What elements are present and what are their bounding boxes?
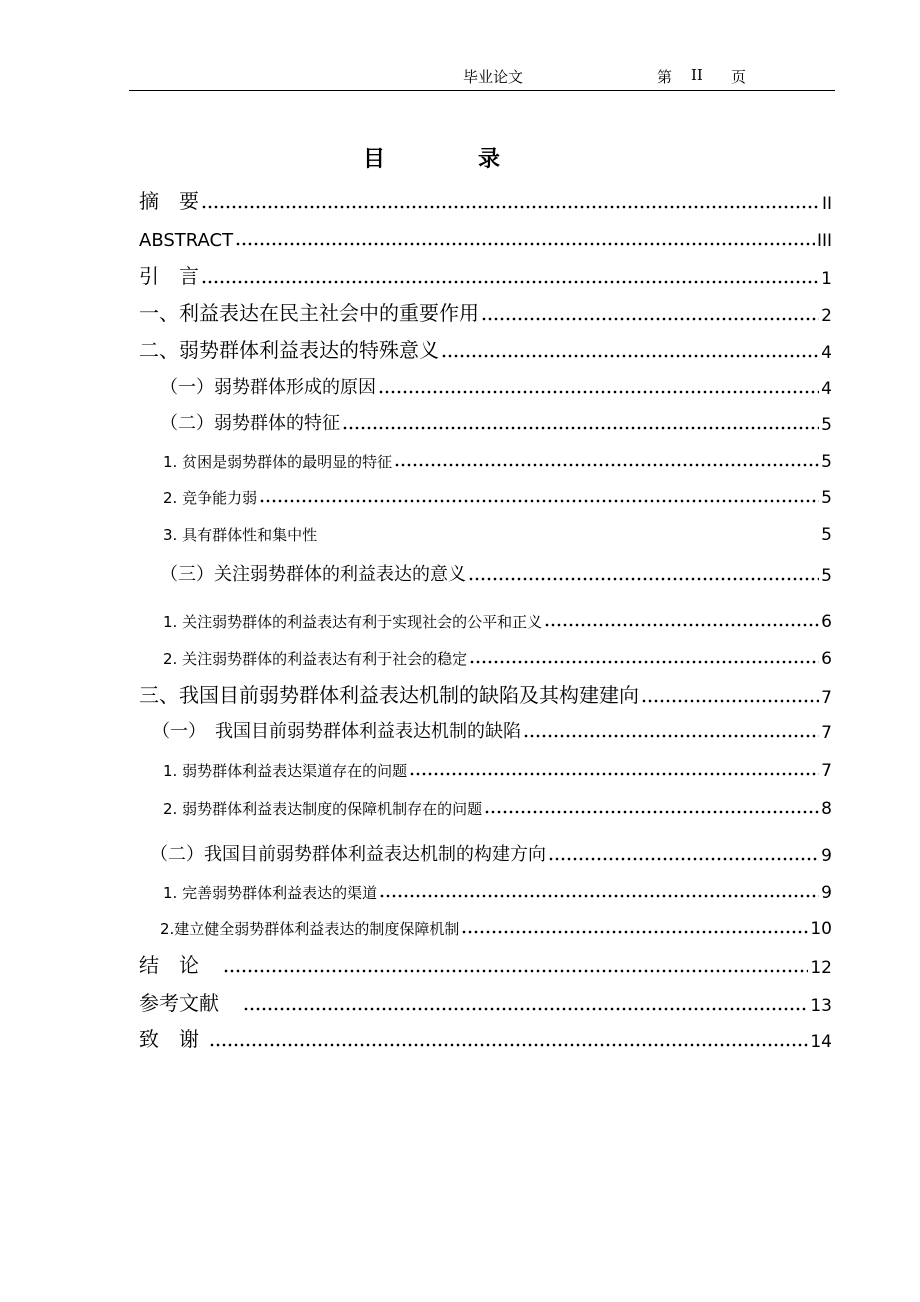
toc-entry-label: 致 谢 bbox=[139, 1027, 199, 1051]
dot-leader bbox=[243, 1006, 808, 1012]
toc-entry-label: 3. 具有群体性和集中性 bbox=[163, 526, 318, 544]
toc-entry-page: 5 bbox=[821, 566, 832, 586]
toc-entry-label: 2. 关注弱势群体的利益表达有利于社会的稳定 bbox=[163, 650, 468, 668]
toc-entry[interactable] bbox=[160, 375, 832, 399]
toc-entry-label: （二）弱势群体的特征 bbox=[160, 413, 340, 434]
toc-entry-page: 6 bbox=[821, 612, 832, 632]
toc-title-char-1: 目 bbox=[363, 147, 386, 172]
header-page-number: II bbox=[691, 66, 703, 84]
toc-entry[interactable] bbox=[163, 524, 832, 545]
toc-entry-label: 一、利益表达在民主社会中的重要作用 bbox=[139, 301, 479, 325]
dot-leader bbox=[469, 659, 819, 665]
toc-entry-label: 1. 关注弱势群体的利益表达有利于实现社会的公平和正义 bbox=[163, 613, 543, 631]
toc-entry[interactable] bbox=[139, 682, 832, 708]
dot-leader bbox=[319, 535, 819, 541]
toc-entry-page: 5 bbox=[821, 488, 832, 508]
dot-leader bbox=[378, 389, 819, 395]
toc-entry-label: （一）弱势群体形成的原因 bbox=[160, 377, 376, 398]
toc-entry-page: 9 bbox=[821, 846, 832, 866]
toc-title bbox=[0, 142, 920, 174]
dot-leader bbox=[468, 576, 819, 582]
toc-entry-label: 2. 竞争能力弱 bbox=[163, 489, 258, 507]
toc-entry-label: 1. 弱势群体利益表达渠道存在的问题 bbox=[163, 762, 408, 780]
toc-entry[interactable] bbox=[163, 648, 832, 669]
dot-leader bbox=[223, 968, 808, 974]
toc-entry-page: II bbox=[821, 194, 832, 214]
dot-leader bbox=[379, 893, 819, 899]
toc-entry-label: 三、我国目前弱势群体利益表达机制的缺陷及其构建建向 bbox=[139, 683, 639, 707]
toc-entry[interactable] bbox=[163, 611, 832, 632]
toc-entry[interactable] bbox=[160, 562, 832, 586]
toc-entry-label: 引 言 bbox=[139, 264, 199, 288]
dot-leader bbox=[259, 498, 819, 504]
toc-entry-page: 14 bbox=[810, 1032, 832, 1052]
dot-leader bbox=[441, 353, 819, 359]
toc-entry-page: 10 bbox=[810, 919, 832, 939]
toc-entry-label: 1. 贫困是弱势群体的最明显的特征 bbox=[163, 453, 393, 471]
dot-leader bbox=[394, 462, 819, 468]
toc-entry-label: 二、弱势群体利益表达的特殊意义 bbox=[139, 338, 439, 362]
toc-entry[interactable] bbox=[139, 1026, 832, 1052]
toc-entry-page: 12 bbox=[810, 958, 832, 978]
toc-entry-label: 摘 要 bbox=[139, 189, 199, 213]
dot-leader bbox=[201, 279, 819, 285]
toc-entry[interactable] bbox=[139, 337, 832, 363]
toc-entry-page: III bbox=[816, 231, 832, 251]
toc-entry[interactable] bbox=[160, 918, 832, 939]
dot-leader bbox=[461, 929, 808, 935]
toc-entry[interactable] bbox=[163, 451, 832, 472]
toc-entry-page: 9 bbox=[821, 883, 832, 903]
dot-leader bbox=[481, 316, 819, 322]
toc-title-char-2: 录 bbox=[478, 147, 501, 172]
dot-leader bbox=[484, 809, 819, 815]
toc-entry-label: 结 论 bbox=[139, 953, 199, 977]
dot-leader bbox=[342, 425, 819, 431]
toc-entry-page: 7 bbox=[821, 723, 832, 743]
toc-entry-page: 7 bbox=[821, 688, 832, 708]
toc-entry-label: （一） 我国目前弱势群体利益表达机制的缺陷 bbox=[152, 721, 521, 742]
toc-entry[interactable] bbox=[163, 760, 832, 781]
toc-entry-page: 2 bbox=[821, 306, 832, 326]
toc-entry[interactable] bbox=[139, 227, 832, 251]
header-page-word-2: 页 bbox=[731, 68, 747, 86]
toc-entry-label: 1. 完善弱势群体利益表达的渠道 bbox=[163, 884, 378, 902]
toc-entry-label: 参考文献 bbox=[139, 991, 219, 1015]
toc-entry-page: 5 bbox=[821, 415, 832, 435]
dot-leader bbox=[201, 204, 820, 210]
toc-entry-page: 4 bbox=[821, 379, 832, 399]
header-thesis-label: 毕业论文 bbox=[463, 68, 524, 86]
toc-entry[interactable] bbox=[163, 487, 832, 508]
toc-entry[interactable] bbox=[163, 882, 832, 903]
toc-entry[interactable] bbox=[139, 188, 832, 214]
toc-entry-page: 6 bbox=[821, 649, 832, 669]
toc-entry-page: 7 bbox=[821, 761, 832, 781]
toc-entry[interactable] bbox=[160, 411, 832, 435]
toc-entry-label: ABSTRACT bbox=[139, 230, 234, 251]
toc-entry-label: 2. 弱势群体利益表达制度的保障机制存在的问题 bbox=[163, 800, 483, 818]
toc-entry-page: 1 bbox=[821, 269, 832, 289]
dot-leader bbox=[641, 698, 819, 704]
dot-leader bbox=[409, 771, 819, 777]
toc-entry[interactable] bbox=[152, 719, 832, 743]
toc-entry-label: 2.建立健全弱势群体利益表达的制度保障机制 bbox=[160, 920, 460, 938]
toc-entry[interactable] bbox=[163, 798, 832, 819]
toc-entry-page: 5 bbox=[821, 452, 832, 472]
toc-entry[interactable] bbox=[139, 952, 832, 978]
toc-entry-page: 8 bbox=[821, 799, 832, 819]
toc-entry-page: 4 bbox=[821, 343, 832, 363]
toc-entry[interactable] bbox=[139, 990, 832, 1016]
toc-entry[interactable] bbox=[139, 300, 832, 326]
dot-leader bbox=[209, 1042, 808, 1048]
dot-leader bbox=[235, 241, 815, 247]
toc-entry[interactable] bbox=[150, 842, 832, 866]
toc-entry-label: （三）关注弱势群体的利益表达的意义 bbox=[160, 564, 466, 585]
dot-leader bbox=[544, 622, 819, 628]
header-page-word-1: 第 bbox=[657, 68, 673, 86]
dot-leader bbox=[548, 856, 819, 862]
toc-entry-page: 5 bbox=[821, 525, 832, 545]
toc-entry-label: （二）我国目前弱势群体利益表达机制的构建方向 bbox=[150, 844, 546, 865]
toc-entry[interactable] bbox=[139, 263, 832, 289]
toc-entry-page: 13 bbox=[810, 996, 832, 1016]
page-header bbox=[129, 64, 835, 91]
dot-leader bbox=[523, 733, 819, 739]
